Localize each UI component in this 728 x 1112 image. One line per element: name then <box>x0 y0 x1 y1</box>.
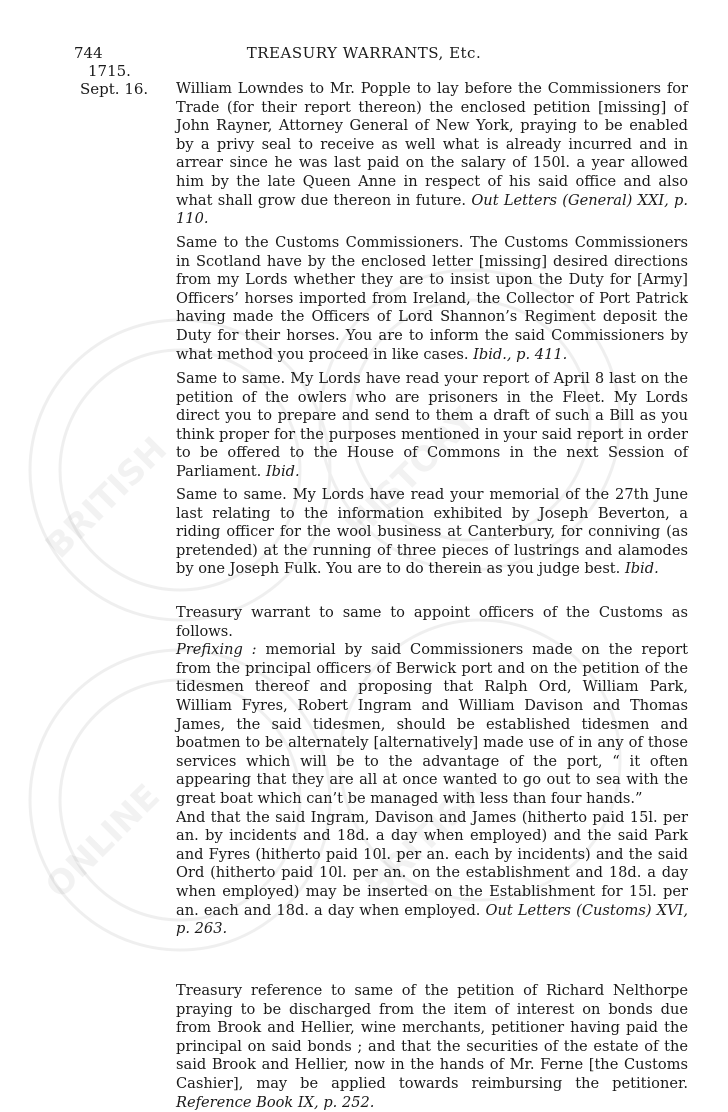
entry-4 <box>176 486 688 579</box>
entry-3 <box>176 370 688 482</box>
prefix-paragraph <box>176 641 688 808</box>
entry-6 <box>176 982 688 1112</box>
entry-reference: Ibid., p. 411. <box>473 345 568 363</box>
svg-text:ONLINE: ONLINE <box>38 776 168 907</box>
entry-5 <box>176 604 688 939</box>
entry-reference: Reference Book IX, p. 252. <box>176 1093 375 1111</box>
second-paragraph <box>176 809 688 939</box>
svg-text:HISTORY: HISTORY <box>338 400 485 547</box>
margin-year: 1715. <box>88 62 131 80</box>
svg-text:BRITISH: BRITISH <box>38 429 175 567</box>
entry-text: Treasury warrant to same to appoint officers of the Customs as follows. <box>176 604 688 640</box>
entry-reference: Out Letters (Customs) XVI, p. 263. <box>176 901 688 938</box>
entry-reference: Ibid. <box>265 462 300 480</box>
entry-text: Treasury reference to same of the petition of Richard Nelthorpe praying to be discharged from the item of interest on bonds due from Brook and Hellier, wine merchants, petitioner having paid the principal on said bonds ; and that the securities of the estate of the said Brook and Hellier, now in the hands of Mr. Ferne [the Customs Cashier], may be applied towards reimbursing the petitioner. <box>176 982 688 1092</box>
entry-reference: Ibid. <box>624 560 659 578</box>
page-number: 744 <box>74 44 103 62</box>
entry-text: Same to same. My Lords have read your memorial of the 27th June last relating to the information exhibited by Joseph Beverton, a riding officer for the wool business at Canterbury, for conniving (as pretended) at the running of three pieces of lustrings and alamodes by one Joseph Fulk. You are to do therein as you judge best. <box>176 486 688 578</box>
entry-reference: Out Letters (General) XXI, p. 110. <box>176 191 689 228</box>
svg-text:BRITISH: BRITISH <box>358 769 495 907</box>
entry-text: Same to the Customs Commissioners. The Customs Commissioners in Scotland have by the enclosed letter [missing] desired directions from my Lords whether they are to insist upon the Duty for [Army] Officers’ horses imported from Ireland, the Collector of Port Patrick having made the Officers of Lord Shannon’s Regiment deposit the Duty for their horses. You are to inform the said Commissioners by what method you proceed in like cases. <box>176 234 688 363</box>
prefix-text: memorial by said Commissioners made on the report from the principal officers of Berwick port and on the petition of the tidesmen thereof and proposing that Ralph Ord, William Park, William Fyres, Robert Ingram and William Davison and Thomas James, the said tidesmen, should be established tidesmen and boatmen to be alternately [alternatively] made use of in any of those services which will be to the advantage of the port, “ it often appearing that they are all at once wanted to go out to sea with the great boat which can’t be managed with less than four hands.” <box>176 641 688 807</box>
prefix-label: Prefixing : <box>176 641 257 659</box>
entry-2 <box>176 234 688 364</box>
entry-text: William Lowndes to Mr. Popple to lay before the Commissioners for Trade (for their report thereon) the enclosed petition [missing] of John Rayner, Attorney General of New York, praying to be enabled by a privy seal to receive as well what is already incurred and in arrear since he was last paid on the salary of 150l. a year allowed him by the late Queen Anne in respect of his said office and also what shall grow due thereon in future. <box>176 80 688 209</box>
second-text: And that the said Ingram, Davison and James (hitherto paid 15l. per an. by incidents and 18d. a day when employed) and the said Park and Fyres (hitherto paid 10l. per an. each by incidents) and the said Ord (hitherto paid 10l. per an. on the establishment and 18d. a day when employed) may be inserted on the Establishment for 15l. per an. each and 18d. a day when employed. <box>176 808 688 919</box>
entry-1 <box>176 80 688 229</box>
margin-date: Sept. 16. <box>80 80 149 98</box>
entry-text: Same to same. My Lords have read your report of April 8 last on the petition of the owlers who are prisoners in the Fleet. My Lords direct you to prepare and send to them a draft of such a Bill as you think proper for the purposes mentioned in your said report in order to be offered to the House of Commons in the next Session of Parliament. <box>176 370 688 480</box>
running-head: TREASURY WARRANTS, Etc. <box>246 44 482 62</box>
